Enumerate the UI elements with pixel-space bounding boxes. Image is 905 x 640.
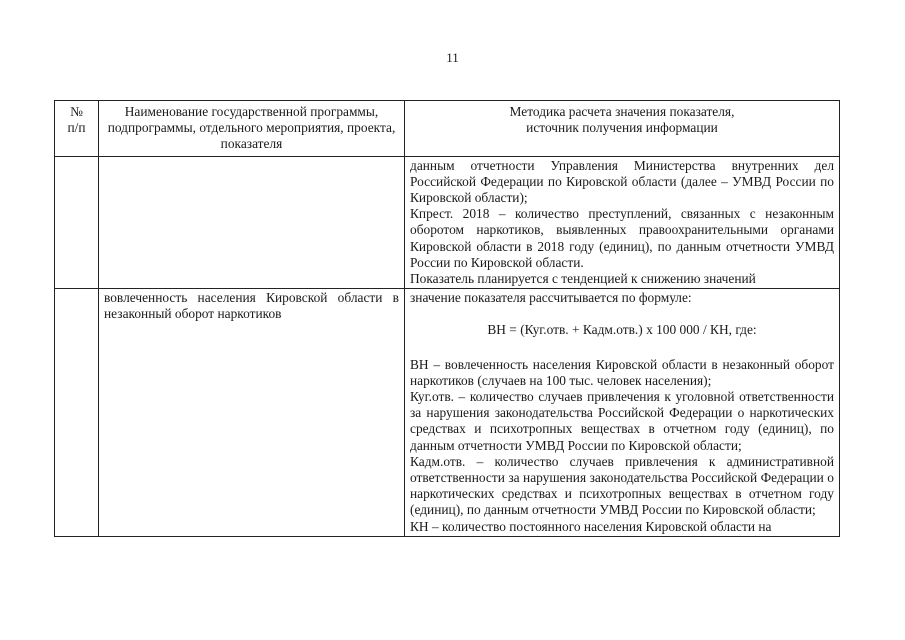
header-name: Наименование государственной программы, подпрограммы, отдельного мероприятия, проекта, показателя	[99, 101, 405, 157]
row1-number-cell	[55, 156, 99, 289]
formula-intro: значение показателя рассчитывается по формуле:	[410, 290, 692, 306]
row1-name-cell	[99, 156, 405, 289]
method-paragraph: данным отчетности Управления Министерства внутренних дел Российской Федерации по Кировской области (далее – УМВД России по Кировской области);	[410, 157, 834, 206]
definition-paragraph: Куг.отв. – количество случаев привлечения к уголовной ответственности за нарушения законодательства Российской Федерации о наркотических средствах и психотропных веществах в отчетном году (единиц), по данным отчетности УМВД России по Кировской области;	[410, 389, 834, 453]
table-row	[55, 156, 840, 289]
row2-indicator-name: вовлеченность населения Кировской области в незаконный оборот наркотиков	[99, 289, 405, 537]
method-paragraph: Показатель планируется с тенденцией к снижению значений	[410, 271, 756, 287]
definition-paragraph: Кадм.отв. – количество случаев привлечения к административной ответственности за нарушения законодательства Российской Федерации о наркотических средствах и психотропных веществах в отчетном году (единиц), по данным отчетности УМВД России по Кировской области;	[410, 453, 834, 518]
formula: ВН = (Куг.отв. + Кадм.отв.) х 100 000 / КН, где:	[487, 322, 757, 338]
row2-number-cell	[55, 289, 99, 537]
table-header-row	[55, 101, 840, 157]
page-number: 11	[446, 50, 459, 65]
definition-paragraph: КН – количество постоянного населения Кировской области на	[410, 518, 772, 534]
table-row	[55, 289, 840, 537]
definition-paragraph: ВН – вовлеченность населения Кировской области в незаконный оборот наркотиков (случаев на 100 тыс. человек населения);	[410, 356, 834, 388]
methodology-table	[54, 100, 840, 537]
header-number: № п/п	[55, 101, 99, 157]
header-method: Методика расчета значения показателя, источник получения информации	[405, 101, 840, 157]
row1-method-cell	[405, 156, 840, 289]
row2-method-cell	[405, 289, 840, 537]
method-paragraph: Кпрест. 2018 – количество преступлений, связанных с незаконным оборотом наркотиков, выявленных правоохранительными органами Кировской области в 2018 году (единиц), по данным отчетности УМВД России по Кировской области.	[410, 206, 834, 270]
